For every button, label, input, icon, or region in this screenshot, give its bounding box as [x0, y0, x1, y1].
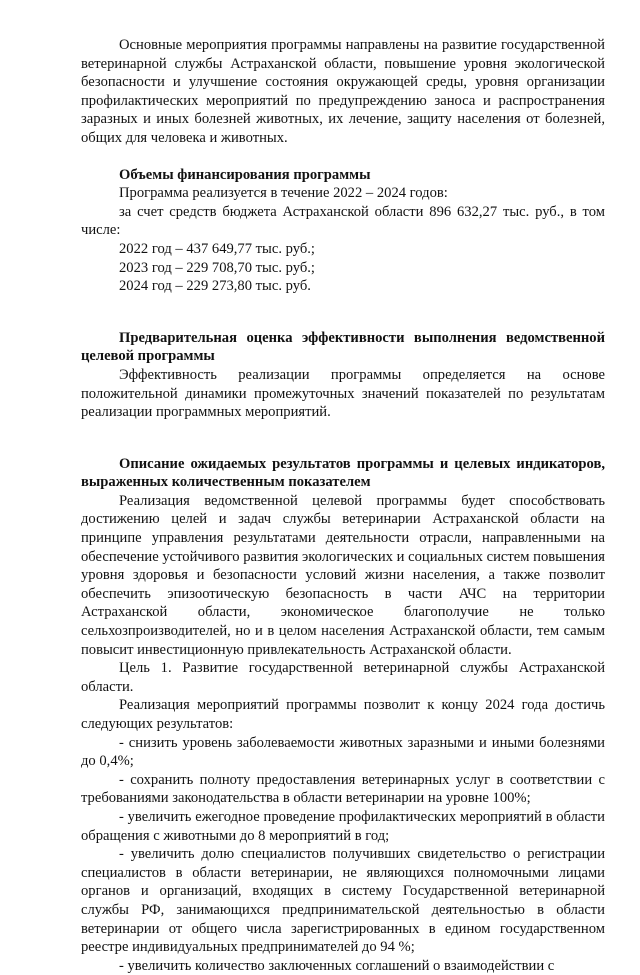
result-item: - увеличить долю специалистов получивших свидетельство о регистрации специалистов в области ветеринарии, не являющихся полномочными лицами органов и организаций, входящих в систему Государственной ветеринарной службы РФ, занимающихся предпринимательской деятельностью в области ветеринарии от общего числа зарегистрированных в едином государственном реестре индивидуальных предпринимателей до 94 %; [81, 846, 605, 956]
funding-year-2024: 2024 год – 229 273,80 тыс. руб. [119, 278, 311, 295]
funding-year-2022: 2022 год – 437 649,77 тыс. руб.; [119, 240, 315, 257]
funding-period: Программа реализуется в течение 2022 – 2024 годов: [119, 185, 448, 202]
result-item: - сохранить полноту предоставления ветеринарных услуг в соответствии с требованиями законодательства в области ветеринарии на уровне 100%; [81, 771, 605, 807]
goal-1: Цель 1. Развитие государственной ветеринарной службы Астраханской области. [81, 660, 605, 695]
results-text: Реализация ведомственной целевой программы будет способствовать достижению целей и задач службы ветеринарии Астраханской области на принципе управления результатами деятельности отрасли, направленными на обеспечение устойчивого развития экологических и социальных систем повышения уровня здоровья и безопасности условий жизни населения, а также позволит обеспечить эпизоотическую безопасность в части АЧС на территории Астраханской области, экономическое благополучие не только сельхозпроизводителей, но и в целом населения Астраханской области, тем самым повысит инвестиционную привлекательность Астраханской области. [81, 492, 605, 658]
results-lead: Реализация мероприятий программы позволит к концу 2024 года достичь следующих результатов: [81, 697, 605, 732]
result-item: - увеличить ежегодное проведение профилактических мероприятий в области обращения с животными до 8 мероприятий в год; [81, 808, 605, 844]
result-item: - снизить уровень заболеваемости животных заразными и иными болезнями до 0,4%; [81, 734, 605, 770]
result-item: - увеличить количество заключенных соглашений о взаимодействии с [119, 957, 555, 974]
efficiency-text: Эффективность реализации программы определяется на основе положительной динамики промежуточных значений показателей по результатам реализации программных мероприятий. [81, 366, 605, 421]
funding-heading: Объемы финансирования программы [119, 166, 371, 183]
intro-paragraph: Основные мероприятия программы направлены на развитие государственной ветеринарной службы Астраханской области, повышение уровня экологической безопасности и улучшение состояния окружающей среды, уровня организации профилактических мероприятий по предупреждению заноса и распространения заразных и иных болезней животных, их лечение, защиту населения от болезней, общих для человека и животных. [81, 37, 605, 146]
results-heading: Описание ожидаемых результатов программы и целевых индикаторов, выраженных количественным показателем [81, 455, 605, 491]
document-body [81, 36, 605, 975]
funding-year-2023: 2023 год – 229 708,70 тыс. руб.; [119, 259, 315, 276]
funding-budget: за счет средств бюджета Астраханской области 896 632,27 тыс. руб., в том числе: [81, 203, 605, 239]
efficiency-heading: Предварительная оценка эффективности выполнения ведомственной целевой программы [81, 329, 605, 365]
